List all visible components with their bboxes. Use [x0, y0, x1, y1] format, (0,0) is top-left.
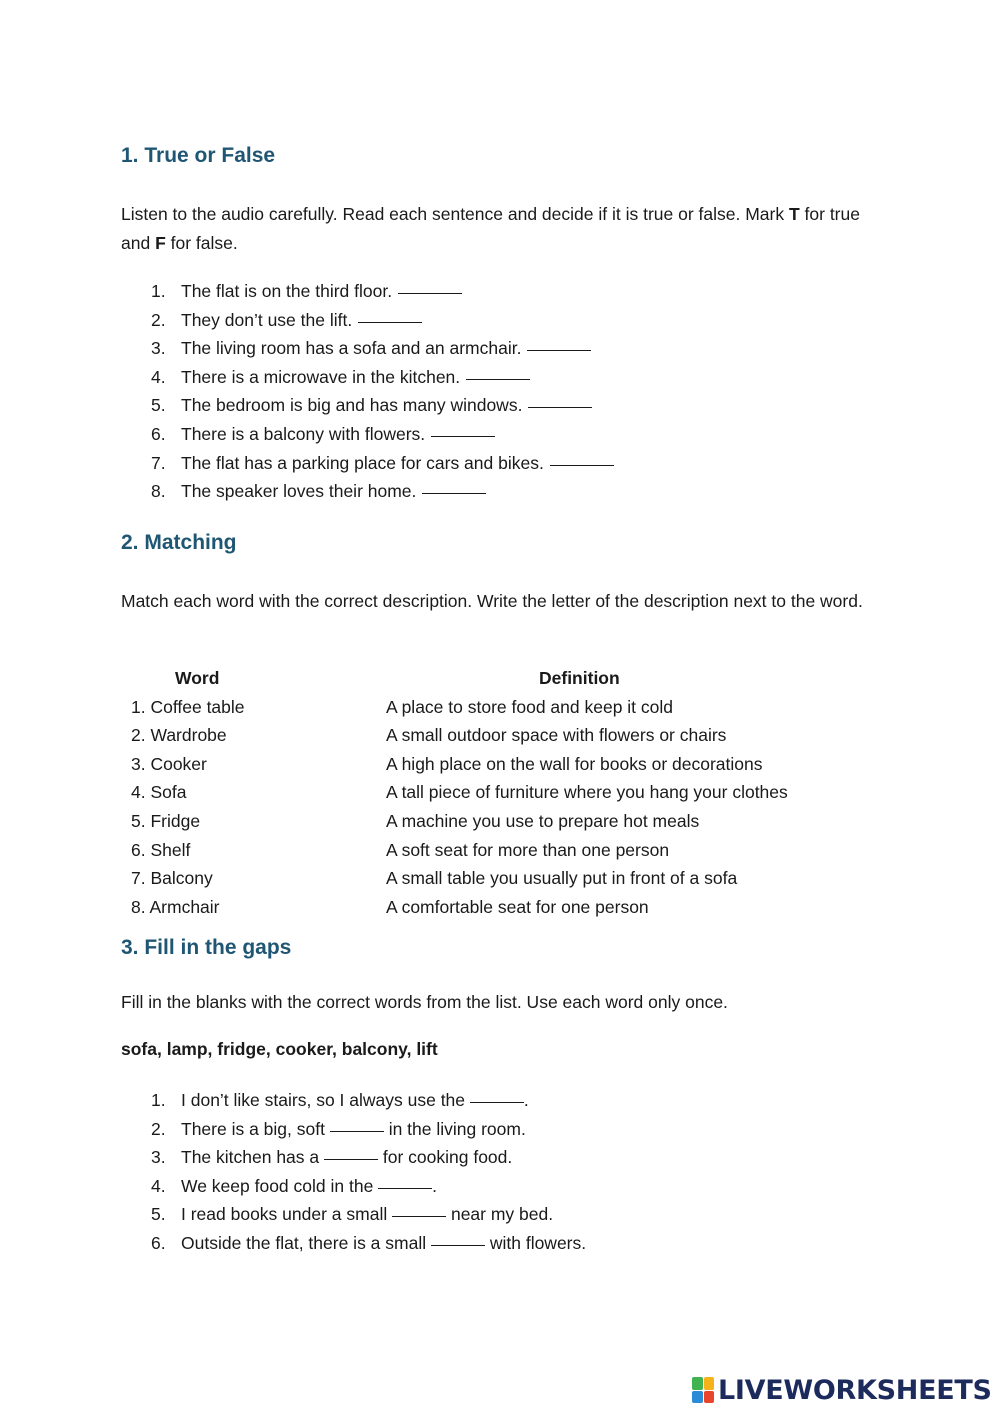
- match-word: 7. Balcony: [131, 868, 213, 889]
- tf-item: [121, 306, 614, 335]
- gap-text-after: in the living room.: [383, 1118, 526, 1139]
- answer-blank[interactable]: [398, 293, 462, 294]
- item-number: 5.: [151, 1204, 166, 1225]
- item-number: 1.: [151, 281, 166, 301]
- gap-item: [121, 1229, 586, 1258]
- section-3-heading: 3. Fill in the gaps: [121, 936, 292, 959]
- answer-blank[interactable]: [431, 436, 495, 437]
- gap-item: [121, 1172, 586, 1201]
- gap-text-after: .: [432, 1175, 438, 1196]
- gap-blank[interactable]: [431, 1245, 485, 1246]
- tf-item: [121, 277, 614, 306]
- gap-text-before: The kitchen has a: [181, 1147, 324, 1168]
- answer-blank[interactable]: [358, 322, 422, 323]
- item-number: 3.: [151, 1147, 166, 1168]
- tf-item: [121, 477, 614, 506]
- item-number: 2.: [151, 309, 166, 330]
- gap-item: [121, 1200, 586, 1229]
- matching-row: [121, 893, 881, 922]
- item-number: 4.: [151, 366, 166, 387]
- matching-row: [121, 693, 881, 722]
- item-number: 3.: [151, 338, 166, 359]
- logo-text: LIVEWORKSHEETS: [718, 1374, 992, 1406]
- match-definition: A high place on the wall for books or decorations: [386, 753, 763, 774]
- tf-statement: The flat is on the third floor.: [181, 281, 393, 301]
- match-word: 5. Fridge: [131, 810, 201, 831]
- tf-item: [121, 363, 614, 392]
- gap-item: [121, 1086, 586, 1115]
- match-word: 6. Shelf: [131, 839, 191, 860]
- item-number: 5.: [151, 395, 166, 416]
- word-bank: sofa, lamp, fridge, cooker, balcony, lift: [121, 1039, 438, 1059]
- instruction-part: Listen to the audio carefully. Read each sentence and decide if it is true or false. Mark: [121, 204, 789, 224]
- answer-blank[interactable]: [527, 350, 591, 351]
- instruction-part: for false.: [165, 232, 238, 253]
- matching-header-row: [121, 664, 881, 693]
- gap-item: [121, 1143, 586, 1172]
- item-number: 2.: [151, 1118, 166, 1139]
- match-definition: A small table you usually put in front of a sofa: [386, 868, 738, 889]
- column-header-word: Word: [175, 668, 220, 688]
- tf-statement: The bedroom is big and has many windows.: [181, 395, 523, 416]
- match-definition: A small outdoor space with flowers or chairs: [386, 725, 727, 746]
- match-word: 2. Wardrobe: [131, 725, 227, 746]
- gap-blank[interactable]: [330, 1131, 384, 1132]
- match-word: 3. Cooker: [131, 753, 207, 774]
- gap-blank[interactable]: [324, 1159, 378, 1160]
- match-word: 8. Armchair: [131, 896, 220, 917]
- matching-row: [121, 778, 881, 807]
- match-definition: A tall piece of furniture where you hang your clothes: [386, 782, 788, 803]
- fill-gaps-list: [121, 1086, 586, 1258]
- gap-item: [121, 1115, 586, 1144]
- tf-statement: There is a microwave in the kitchen.: [181, 366, 461, 387]
- tf-statement: The living room has a sofa and an armchair.: [181, 338, 522, 359]
- item-number: 7.: [151, 452, 166, 473]
- answer-blank[interactable]: [528, 407, 592, 408]
- gap-blank[interactable]: [470, 1102, 524, 1103]
- gap-text-before: Outside the flat, there is a small: [181, 1232, 431, 1253]
- answer-blank[interactable]: [422, 493, 486, 494]
- section-1-instruction: [121, 200, 891, 257]
- section-3-instruction: Fill in the blanks with the correct words from the list. Use each word only once.: [121, 992, 728, 1012]
- answer-blank[interactable]: [466, 379, 530, 380]
- column-header-definition: Definition: [539, 668, 620, 688]
- logo-badge-icon: [692, 1377, 714, 1403]
- gap-text-after: near my bed.: [446, 1204, 554, 1225]
- matching-row: [121, 721, 881, 750]
- gap-text-before: I don’t like stairs, so I always use the: [181, 1090, 470, 1110]
- true-letter: T: [788, 204, 800, 224]
- item-number: 6.: [151, 423, 166, 444]
- item-number: 1.: [151, 1090, 166, 1110]
- gap-text-before: I read books under a small: [181, 1204, 393, 1225]
- tf-item: [121, 449, 614, 478]
- gap-text-after: for cooking food.: [378, 1147, 513, 1168]
- tf-item: [121, 334, 614, 363]
- false-letter: F: [155, 232, 166, 253]
- section-2-instruction: Match each word with the correct description. Write the letter of the description next to the word.: [121, 591, 863, 611]
- tf-item: [121, 391, 614, 420]
- matching-row: [121, 864, 881, 893]
- matching-row: [121, 807, 881, 836]
- gap-text-before: We keep food cold in the: [181, 1175, 379, 1196]
- match-definition: A place to store food and keep it cold: [386, 696, 673, 717]
- instruction-part: for true and: [121, 204, 860, 253]
- gap-text-after: .: [523, 1090, 529, 1110]
- section-2-heading: 2. Matching: [121, 531, 237, 554]
- gap-text-before: There is a big, soft: [181, 1118, 330, 1139]
- liveworksheets-logo: [692, 1372, 992, 1408]
- tf-statement: They don’t use the lift.: [181, 309, 353, 330]
- match-word: 4. Sofa: [131, 782, 187, 803]
- matching-table: [121, 664, 881, 921]
- item-number: 8.: [151, 481, 166, 502]
- answer-blank[interactable]: [550, 465, 614, 466]
- tf-item: [121, 420, 614, 449]
- true-false-list: [121, 277, 614, 506]
- item-number: 6.: [151, 1232, 166, 1253]
- matching-row: [121, 750, 881, 779]
- gap-blank[interactable]: [392, 1216, 446, 1217]
- gap-text-after: with flowers.: [484, 1232, 587, 1253]
- match-definition: A comfortable seat for one person: [386, 896, 649, 917]
- tf-statement: The flat has a parking place for cars and bikes.: [181, 452, 544, 473]
- section-1-heading: 1. True or False: [121, 144, 276, 167]
- gap-blank[interactable]: [378, 1188, 432, 1189]
- match-word: 1. Coffee table: [131, 696, 245, 717]
- tf-statement: There is a balcony with flowers.: [181, 423, 426, 444]
- item-number: 4.: [151, 1175, 166, 1196]
- matching-row: [121, 836, 881, 865]
- tf-statement: The speaker loves their home.: [181, 481, 417, 502]
- match-definition: A soft seat for more than one person: [386, 839, 670, 860]
- match-definition: A machine you use to prepare hot meals: [386, 810, 700, 831]
